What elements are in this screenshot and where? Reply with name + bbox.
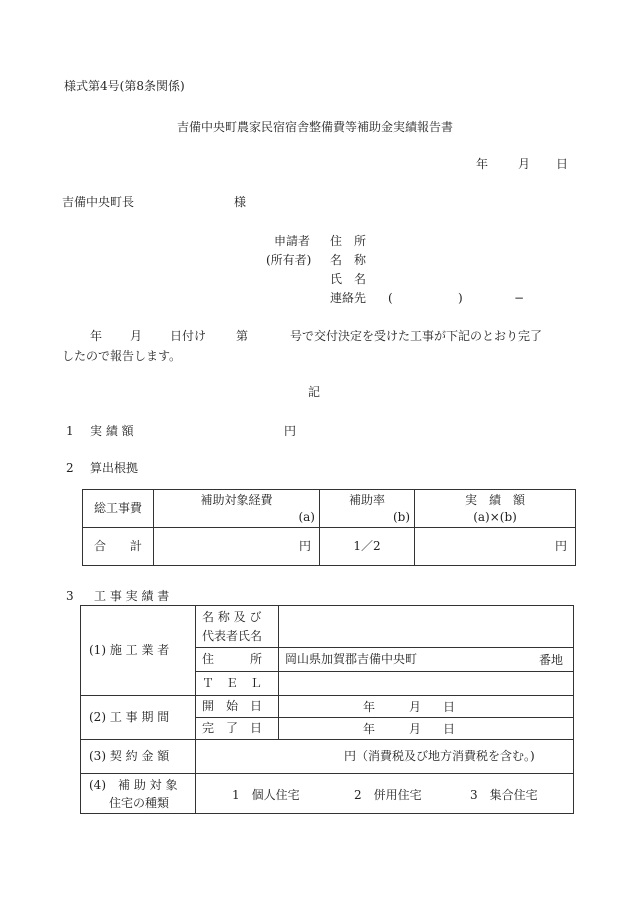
contract-amount-label: (3) 契 約 金 額 — [81, 740, 196, 774]
start-date-value — [279, 696, 574, 718]
end-month: 月 — [409, 722, 422, 736]
start-day: 日 — [443, 700, 456, 714]
section3-label: 工 事 実 績 書 — [94, 589, 170, 603]
header-rate-label: 補助率 — [348, 493, 385, 507]
header-actual — [415, 490, 576, 528]
ki-label: 記 — [308, 385, 321, 399]
section2-number: 2 — [66, 461, 74, 475]
contractor-address-value: 岡山県加賀郡吉備中央町 — [285, 651, 418, 666]
section2-label: 算出根拠 — [90, 461, 139, 475]
total-row-label: 合 計 — [83, 528, 154, 566]
actual-unit: 円 — [415, 528, 576, 566]
housing-type-label — [81, 774, 196, 814]
body-year: 年 — [90, 329, 103, 343]
header-rate-sub: (b) — [392, 510, 410, 525]
housing-type-options — [196, 774, 574, 814]
body-month: 月 — [130, 329, 143, 343]
section1-number: 1 — [66, 424, 74, 438]
period-label: (2) 工 事 期 間 — [81, 696, 196, 740]
body-dai: 第 — [236, 329, 249, 343]
body-text-1: 号で交付決定を受けた工事が下記のとおり完了 — [290, 329, 543, 343]
body-text-2: したので報告します。 — [62, 349, 182, 363]
tel-label: Ｔ Ｅ Ｌ — [196, 672, 279, 696]
header-rate — [320, 490, 415, 528]
tel-value — [279, 672, 574, 696]
end-day: 日 — [443, 722, 456, 736]
header-subsidy-cost-label: 補助対象経費 — [200, 493, 273, 507]
housing-option-combined: 2 併用住宅 — [354, 788, 422, 802]
construction-record-table — [80, 605, 574, 814]
start-month: 月 — [409, 700, 422, 714]
contractor-address-label: 住 所 — [196, 648, 279, 672]
start-date-label: 開 始 日 — [196, 696, 279, 718]
addressee-name: 吉備中央町長 — [62, 195, 135, 209]
contact-paren-close: ) — [458, 291, 463, 305]
section3-number: 3 — [66, 589, 74, 603]
contact-label: 連絡先 — [330, 291, 367, 305]
rep-name-value — [279, 606, 574, 648]
header-actual-sub: (a)×(b) — [473, 510, 517, 525]
body-date: 日付け — [170, 329, 207, 343]
housing-type-label-line1: (4) 補 助 対 象 — [89, 777, 178, 792]
housing-option-individual: 1 個人住宅 — [232, 788, 300, 802]
end-date-label: 完 了 日 — [196, 718, 279, 740]
contact-dash: − — [514, 291, 525, 305]
header-subsidy-cost-sub: (a) — [298, 510, 315, 525]
housing-type-label-line2: 住宅の種類 — [109, 795, 170, 810]
applicant-label: 申請者 — [274, 234, 311, 248]
date-month: 月 — [518, 157, 531, 171]
contractor-address-suffix: 番地 — [538, 653, 563, 667]
header-total: 総工事費 — [83, 490, 154, 528]
total-cost-unit: 円 — [154, 528, 320, 566]
contact-paren-open: ( — [388, 291, 393, 305]
start-year: 年 — [363, 700, 376, 714]
addressee-honorific: 様 — [234, 195, 247, 209]
address-label: 住 所 — [330, 234, 367, 248]
header-subsidy-cost — [154, 490, 320, 528]
section1-label: 実 績 額 — [90, 424, 134, 438]
header-actual-label: 実 績 額 — [464, 493, 525, 507]
page-title: 吉備中央町農家民宿宿舎整備費等補助金実績報告書 — [176, 120, 453, 134]
rate-value: 1／2 — [320, 528, 415, 566]
person-label: 氏 名 — [330, 272, 367, 286]
form-number: 様式第4号(第8条関係) — [64, 79, 185, 93]
end-year: 年 — [363, 722, 376, 736]
owner-label: (所有者) — [266, 253, 312, 267]
contractor-address-cell — [279, 648, 574, 672]
date-day: 日 — [556, 157, 569, 171]
rep-name-label: 名 称 及 び 代表者氏名 — [196, 606, 279, 648]
end-date-value — [279, 718, 574, 740]
date-year: 年 — [476, 157, 489, 171]
housing-option-collective: 3 集合住宅 — [470, 788, 538, 802]
name-label: 名 称 — [330, 253, 367, 267]
section1-unit: 円 — [284, 424, 297, 438]
contractor-label: (1) 施 工 業 者 — [81, 606, 196, 696]
calculation-table — [82, 489, 576, 566]
contract-amount-value: 円（消費税及び地方消費税を含む。) — [196, 740, 574, 774]
